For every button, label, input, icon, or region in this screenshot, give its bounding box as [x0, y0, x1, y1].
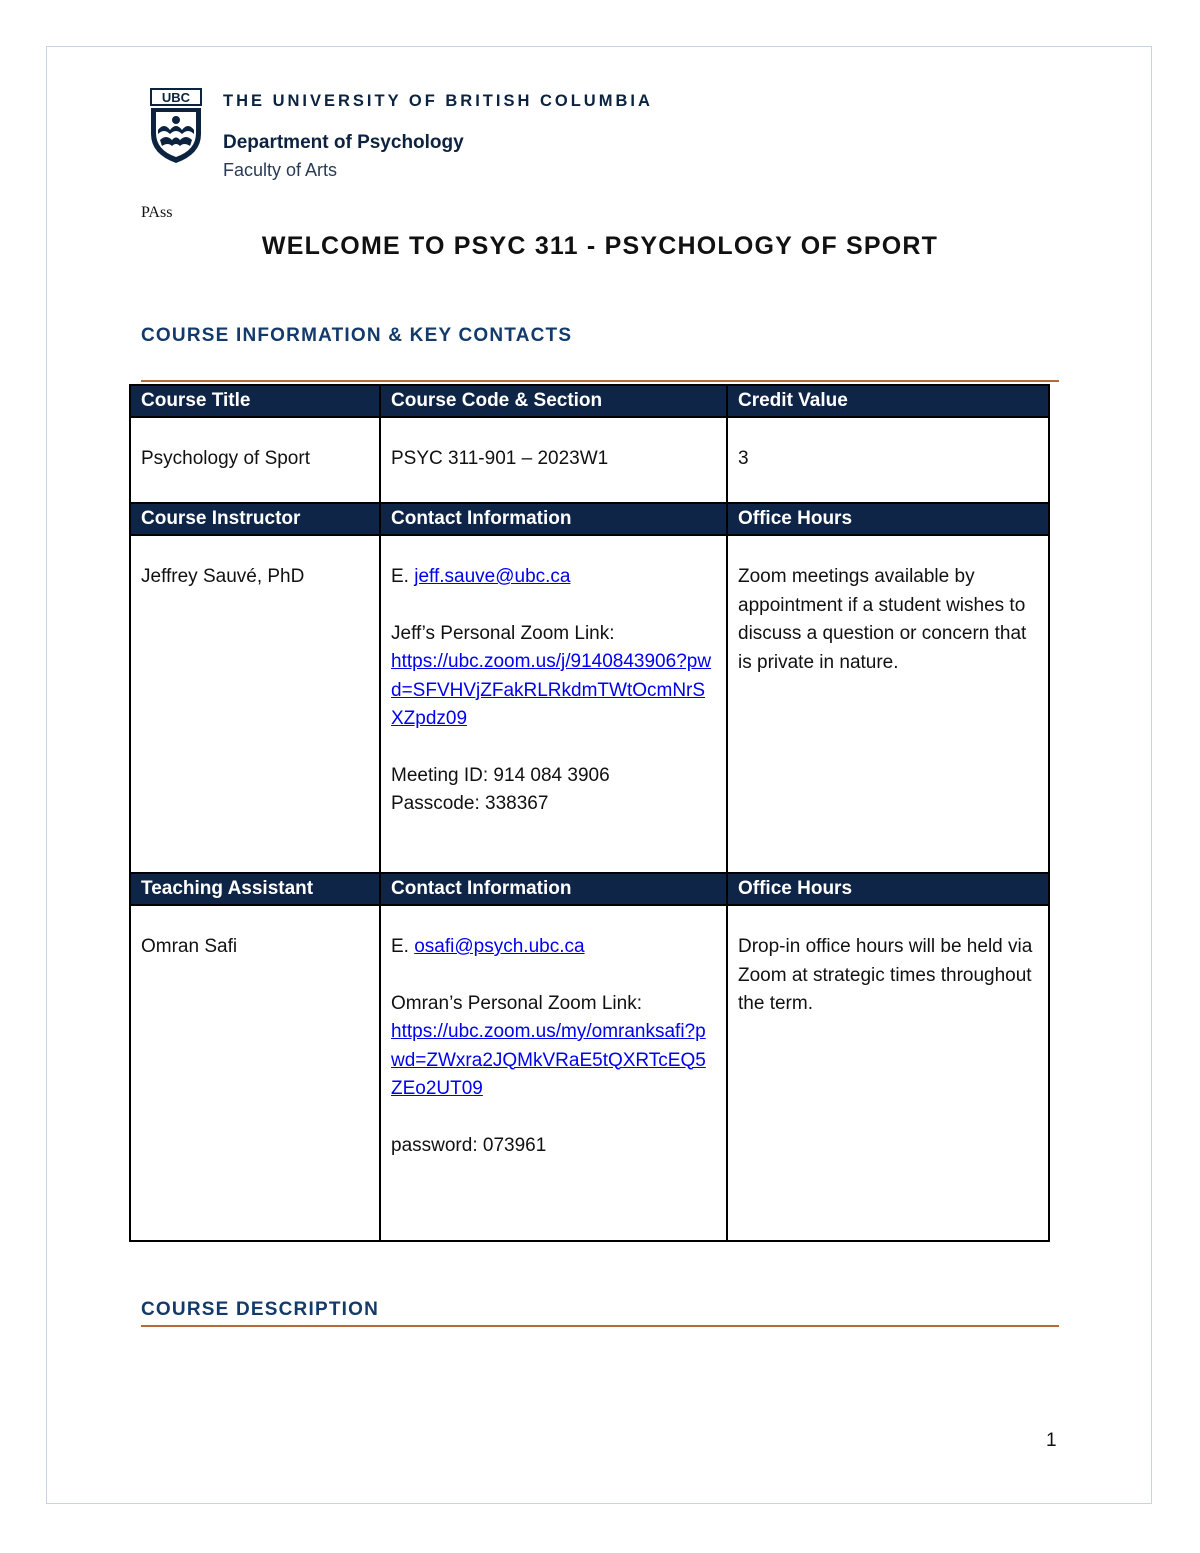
pass-note: PAss: [141, 204, 173, 221]
ubc-logo: [150, 88, 710, 188]
header-contact-information: Contact Information: [380, 873, 727, 905]
page-title: WELCOME TO PSYC 311 - PSYCHOLOGY OF SPORT: [261, 232, 939, 260]
header-course-code: Course Code & Section: [380, 385, 727, 417]
instructor-name: Jeffrey Sauvé, PhD: [130, 535, 380, 873]
table-row: [130, 417, 1049, 503]
section-rule: [141, 380, 1059, 382]
section-rule: [141, 1325, 1059, 1327]
instructor-passcode: Passcode: 338367: [391, 793, 549, 814]
header-office-hours: Office Hours: [727, 503, 1049, 535]
table-header-row: [130, 503, 1049, 535]
table-header-row: [130, 873, 1049, 905]
credit-value: 3: [727, 417, 1049, 503]
spacer: [391, 1104, 716, 1132]
instructor-office-hours: Zoom meetings available by appointment if a student wishes to discuss a question or concern that is private in nature.: [727, 535, 1049, 873]
section-heading-course-info: COURSE INFORMATION & KEY CONTACTS: [141, 325, 573, 346]
course-code-value: PSYC 311-901 – 2023W1: [380, 417, 727, 503]
email-prefix: E.: [391, 936, 409, 957]
instructor-zoom-link[interactable]: https://ubc.zoom.us/j/9140843906?pwd=SFVHVjZFakRLRkdmTWtOcmNrSXZpdz09: [391, 651, 712, 729]
department-name: Department of Psychology: [223, 132, 464, 153]
header-course-title: Course Title: [130, 385, 380, 417]
university-name: THE UNIVERSITY OF BRITISH COLUMBIA: [223, 92, 653, 110]
spacer: [391, 962, 716, 990]
table-header-row: [130, 385, 1049, 417]
instructor-email-line: [391, 563, 716, 592]
page-number: 1: [1046, 1430, 1057, 1451]
svg-text:UBC: UBC: [161, 90, 191, 105]
ta-email-line: [391, 933, 716, 962]
header-teaching-assistant: Teaching Assistant: [130, 873, 380, 905]
header-contact-information: Contact Information: [380, 503, 727, 535]
instructor-meeting-id: Meeting ID: 914 084 3906: [391, 764, 610, 786]
ta-name: Omran Safi: [130, 905, 380, 1241]
instructor-zoom-label: Jeff’s Personal Zoom Link:: [391, 622, 615, 644]
course-title-value: Psychology of Sport: [130, 417, 380, 503]
spacer: [391, 734, 716, 762]
course-info-table: [129, 384, 1050, 1242]
section-heading-course-description: COURSE DESCRIPTION: [141, 1299, 380, 1320]
instructor-contact: [380, 535, 727, 873]
ta-zoom-link[interactable]: https://ubc.zoom.us/my/omranksafi?pwd=ZWxra2JQMkVRaE5tQXRTcEQ5ZEo2UT09: [391, 1021, 706, 1099]
header-credit-value: Credit Value: [727, 385, 1049, 417]
ta-zoom-label: Omran’s Personal Zoom Link:: [391, 992, 642, 1014]
ta-password: password: 073961: [391, 1134, 547, 1156]
table-row: [130, 535, 1049, 873]
faculty-name: Faculty of Arts: [223, 160, 338, 180]
instructor-email-link[interactable]: jeff.sauve@ubc.ca: [414, 566, 571, 587]
ta-office-hours: Drop-in office hours will be held via Zoom at strategic times throughout the term.: [727, 905, 1049, 1241]
header-office-hours: Office Hours: [727, 873, 1049, 905]
ubc-crest-icon: [150, 88, 202, 164]
spacer: [391, 592, 716, 620]
email-prefix: E.: [391, 566, 409, 587]
table-row: [130, 905, 1049, 1241]
ta-email-link[interactable]: osafi@psych.ubc.ca: [414, 936, 585, 957]
header-course-instructor: Course Instructor: [130, 503, 380, 535]
ta-contact: [380, 905, 727, 1241]
